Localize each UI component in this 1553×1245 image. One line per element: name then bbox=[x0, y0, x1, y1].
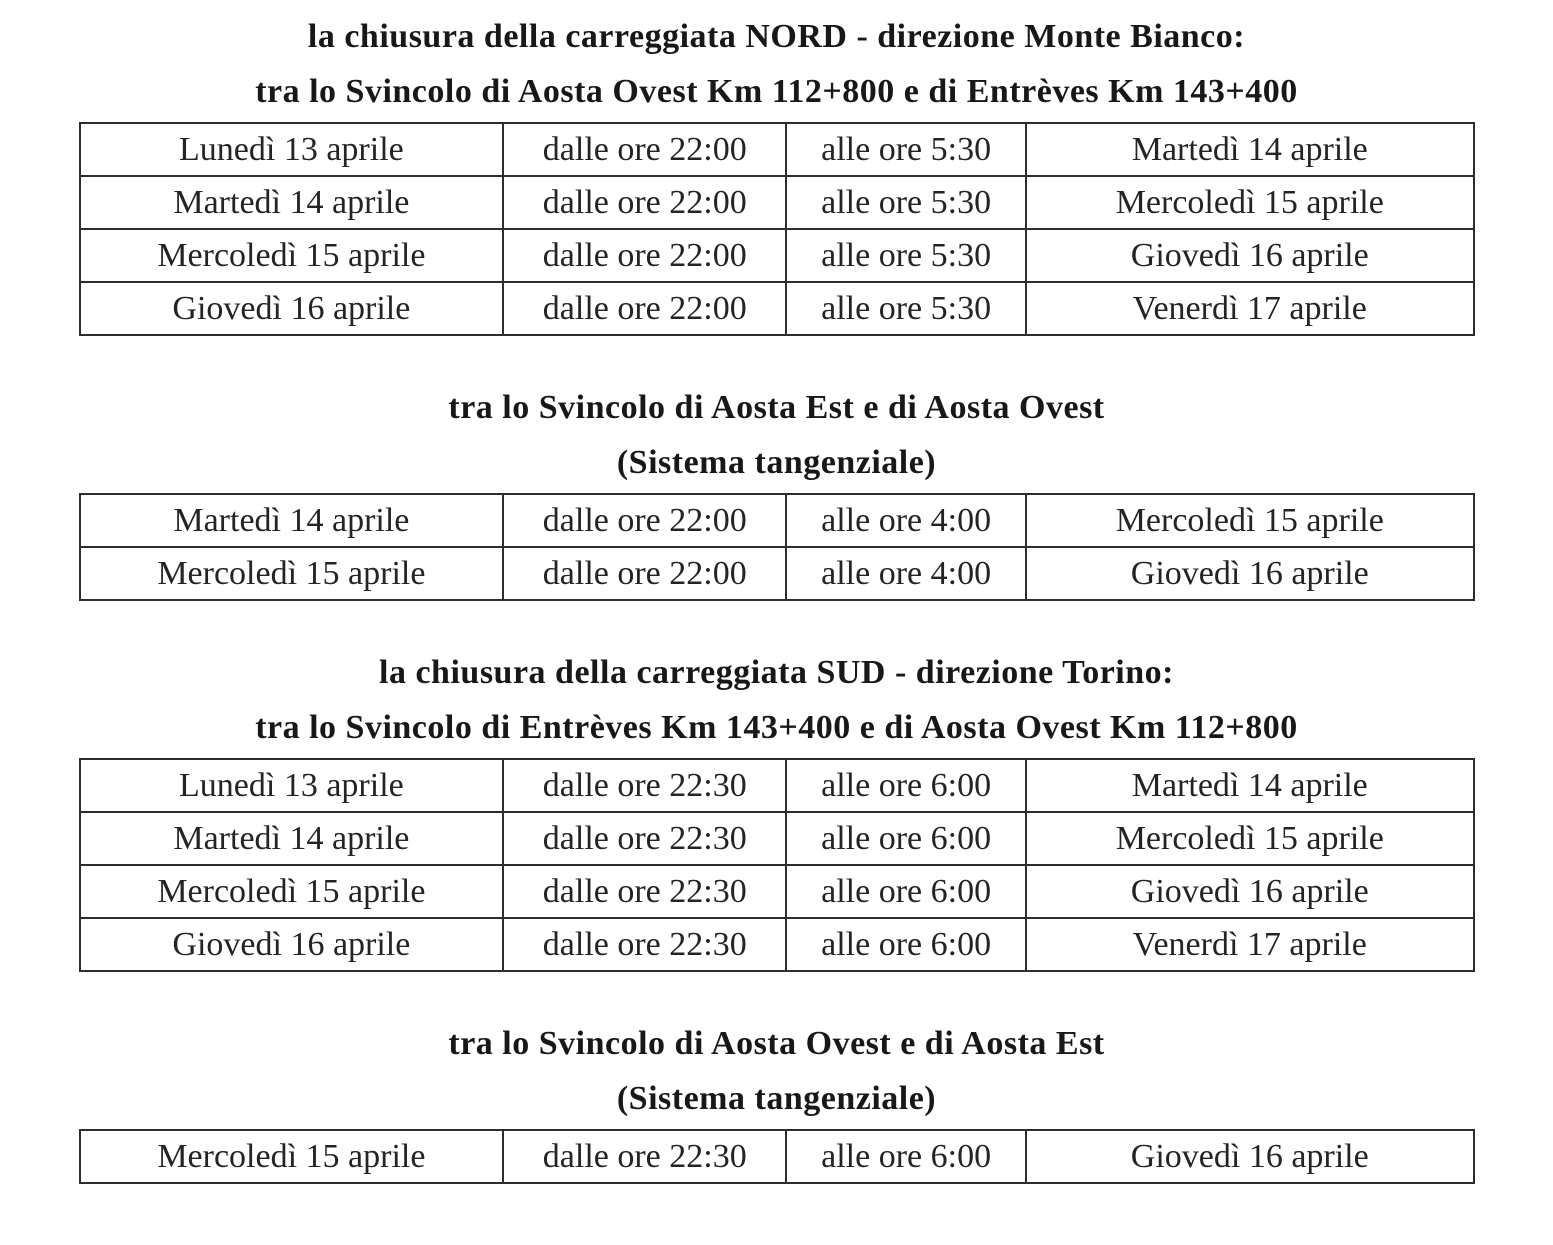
section-subheading-line: tra lo Svincolo di Entrèves Km 143+400 e di Aosta Ovest Km 112+800 bbox=[255, 709, 1298, 746]
table-cell: alle ore 5:30 bbox=[786, 229, 1026, 282]
closure-table-nord bbox=[79, 122, 1475, 336]
table-cell: dalle ore 22:00 bbox=[503, 547, 786, 600]
table-cell: dalle ore 22:30 bbox=[503, 865, 786, 918]
section-tangenziale-est-ovest bbox=[79, 391, 1475, 601]
table-cell: alle ore 4:00 bbox=[786, 547, 1026, 600]
table-row bbox=[80, 282, 1474, 335]
table-cell: Mercoledì 15 aprile bbox=[1026, 176, 1474, 229]
section-heading-line: tra lo Svincolo di Aosta Ovest e di Aosta Est bbox=[448, 1025, 1105, 1062]
table-cell: Mercoledì 15 aprile bbox=[1026, 494, 1474, 547]
table-row bbox=[80, 759, 1474, 812]
table-cell: dalle ore 22:30 bbox=[503, 918, 786, 971]
table-cell: Giovedì 16 aprile bbox=[1026, 229, 1474, 282]
table-cell: Lunedì 13 aprile bbox=[80, 759, 504, 812]
table-cell: Mercoledì 15 aprile bbox=[80, 547, 504, 600]
table-cell: Martedì 14 aprile bbox=[80, 494, 504, 547]
table-cell: Martedì 14 aprile bbox=[80, 176, 504, 229]
document-content bbox=[79, 20, 1475, 1184]
table-cell: alle ore 4:00 bbox=[786, 494, 1026, 547]
table-cell: Lunedì 13 aprile bbox=[80, 123, 504, 176]
section-subheading-line: tra lo Svincolo di Aosta Ovest Km 112+800 e di Entrèves Km 143+400 bbox=[255, 73, 1298, 110]
table-cell: alle ore 5:30 bbox=[786, 176, 1026, 229]
section-heading-line: tra lo Svincolo di Aosta Est e di Aosta Ovest bbox=[448, 389, 1105, 426]
section-tangenziale-ovest-est bbox=[79, 1027, 1475, 1184]
table-row bbox=[80, 123, 1474, 176]
table-cell: Mercoledì 15 aprile bbox=[80, 865, 504, 918]
table-cell: Martedì 14 aprile bbox=[1026, 759, 1474, 812]
closure-table-tangenziale-nord bbox=[79, 493, 1475, 601]
table-cell: Giovedì 16 aprile bbox=[80, 918, 504, 971]
table-cell: alle ore 6:00 bbox=[786, 812, 1026, 865]
closure-table-tangenziale-sud bbox=[79, 1129, 1475, 1184]
table-row bbox=[80, 176, 1474, 229]
table-row bbox=[80, 494, 1474, 547]
table-row bbox=[80, 812, 1474, 865]
table-row bbox=[80, 1130, 1474, 1183]
table-cell: alle ore 6:00 bbox=[786, 1130, 1026, 1183]
closure-table-sud bbox=[79, 758, 1475, 972]
table-cell: Martedì 14 aprile bbox=[80, 812, 504, 865]
table-row bbox=[80, 229, 1474, 282]
table-cell: dalle ore 22:30 bbox=[503, 1130, 786, 1183]
table-cell: dalle ore 22:30 bbox=[503, 812, 786, 865]
table-cell: dalle ore 22:00 bbox=[503, 282, 786, 335]
table-row bbox=[80, 865, 1474, 918]
table-cell: dalle ore 22:30 bbox=[503, 759, 786, 812]
table-row bbox=[80, 918, 1474, 971]
section-closure-sud bbox=[79, 656, 1475, 972]
section-closure-nord bbox=[79, 20, 1475, 336]
table-cell: alle ore 5:30 bbox=[786, 282, 1026, 335]
table-cell: dalle ore 22:00 bbox=[503, 123, 786, 176]
table-cell: alle ore 6:00 bbox=[786, 918, 1026, 971]
table-cell: Giovedì 16 aprile bbox=[80, 282, 504, 335]
table-cell: Venerdì 17 aprile bbox=[1026, 918, 1474, 971]
table-cell: Venerdì 17 aprile bbox=[1026, 282, 1474, 335]
table-cell: dalle ore 22:00 bbox=[503, 494, 786, 547]
table-cell: Giovedì 16 aprile bbox=[1026, 1130, 1474, 1183]
table-cell: Giovedì 16 aprile bbox=[1026, 547, 1474, 600]
table-cell: Mercoledì 15 aprile bbox=[80, 1130, 504, 1183]
table-cell: Mercoledì 15 aprile bbox=[80, 229, 504, 282]
section-heading-line: la chiusura della carreggiata SUD - direzione Torino: bbox=[379, 654, 1174, 691]
table-cell: dalle ore 22:00 bbox=[503, 229, 786, 282]
section-subheading-line: (Sistema tangenziale) bbox=[616, 1080, 937, 1117]
section-subheading-line: (Sistema tangenziale) bbox=[616, 444, 937, 481]
table-cell: alle ore 6:00 bbox=[786, 865, 1026, 918]
table-row bbox=[80, 547, 1474, 600]
table-cell: dalle ore 22:00 bbox=[503, 176, 786, 229]
table-cell: alle ore 6:00 bbox=[786, 759, 1026, 812]
table-cell: alle ore 5:30 bbox=[786, 123, 1026, 176]
table-cell: Giovedì 16 aprile bbox=[1026, 865, 1474, 918]
section-heading-line: la chiusura della carreggiata NORD - direzione Monte Bianco: bbox=[307, 18, 1246, 55]
table-cell: Mercoledì 15 aprile bbox=[1026, 812, 1474, 865]
table-cell: Martedì 14 aprile bbox=[1026, 123, 1474, 176]
